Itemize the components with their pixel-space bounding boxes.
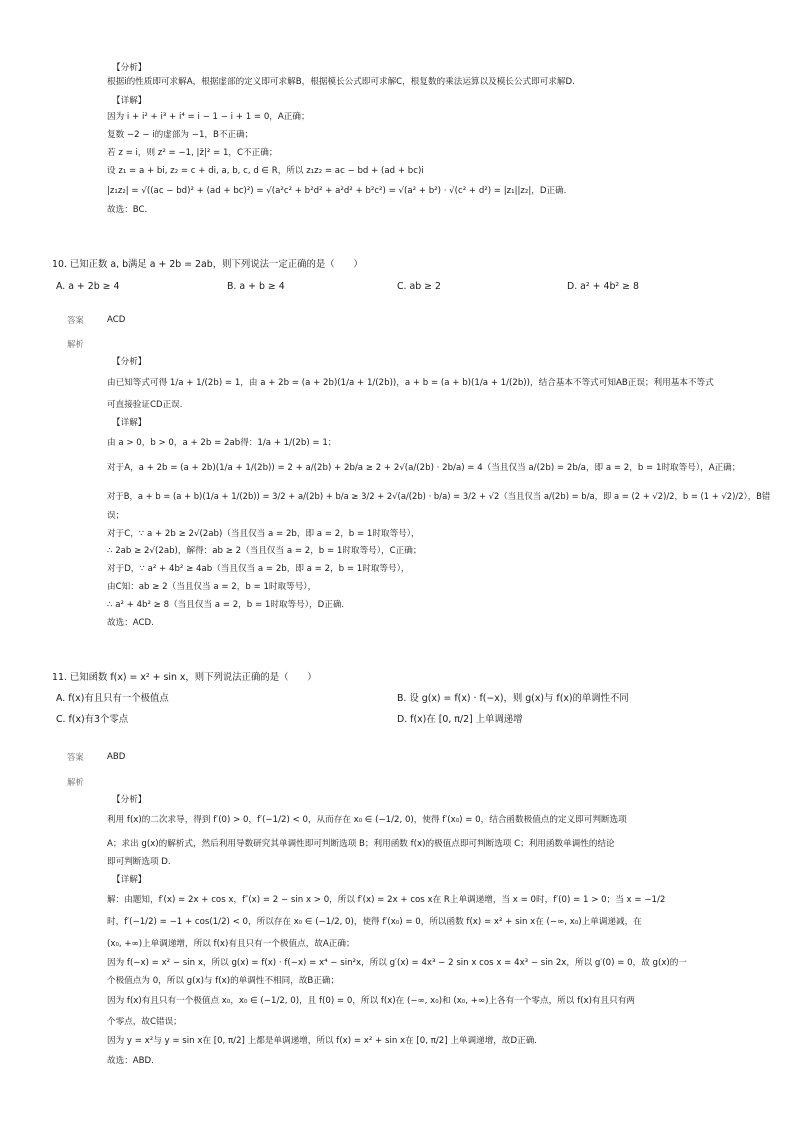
q11-detail-line: 个零点，故C错误； [107, 1017, 182, 1027]
q9-detail-line: 复数 −2 − i的虚部为 −1，B不正确； [107, 130, 254, 140]
q10-option-d: D. a² + 4b² ≥ 8 [567, 281, 639, 292]
q9-analysis-heading: 【分析】 [112, 63, 147, 73]
q11-detail-line: 因为 f(x)有且只有一个极值点 x₀，x₀ ∈ (−1/2, 0)，且 f(0) = 0，所以 f(x)在 (−∞, x₀)和 (x₀, +∞)上各有一个零点，所以 f(x)有且只有两 [107, 996, 635, 1006]
q11-option-c: C. f(x)有3个零点 [56, 714, 129, 725]
q11-detail-line: 因为 f(−x) = x² − sin x，所以 g(x) = f(x) · f(−x) = x⁴ − sin²x，所以 g′(x) = 4x³ − 2 sin x cos x = 4x³ − sin 2x，所以 g′(0) = 0，故 g(x)的一 [107, 958, 687, 968]
q11-detail-line: 解：由题知，f′(x) = 2x + cos x，f″(x) = 2 − sin x > 0，所以 f′(x) = 2x + cos x在 R上单调递增，当 x = 0时，f′(0) = 1 > 0；当 x = −1/2 [107, 895, 666, 905]
q9-detail-line: |z₁z₂| = √((ac − bd)² + (ad + bc)²) = √(a²c² + b²d² + a²d² + b²c²) = √(a² + b²) · √(c² + d²) = |z₁||z₂|，D正确. [107, 186, 567, 196]
q10-analysis-line: 可直接验证CD正误. [107, 400, 183, 410]
q10-explain-label: 解析 [67, 339, 84, 349]
q11-analysis-line: A；求出 g(x)的解析式，然后利用导数研究其单调性即可判断选项 B；利用函数 f(x)的极值点即可判断选项 C；利用函数单调性的结论 [107, 839, 615, 849]
q10-option-a: A. a + 2b ≥ 4 [56, 281, 120, 292]
q9-detail-line: 若 z = i，则 z² = −1, |z̄|² = 1，C不正确； [107, 148, 278, 158]
q10-detail-line: 由 a > 0，b > 0，a + 2b = 2ab得：1/a + 1/(2b) = 1； [107, 438, 337, 448]
q10-answer: ACD [107, 315, 126, 325]
q10-analysis-heading: 【分析】 [112, 357, 147, 367]
q10-detail-line: 对于A，a + 2b = (a + 2b)(1/a + 1/(2b)) = 2 + a/(2b) + 2b/a ≥ 2 + 2√(a/(2b) · 2b/a) = 4（当且仅当 a/(2b) = 2b/a，即 a = 2，b = 1时取等号），A正确； [107, 463, 741, 473]
q9-detail-line: 设 z₁ = a + bi, z₂ = c + di, a, b, c, d ∈ R，所以 z₁z₂ = ac − bd + (ad + bc)i [107, 166, 424, 176]
q11-analysis-heading: 【分析】 [112, 795, 147, 805]
q10-detail-line: 对于C，∵ a + 2b ≥ 2√(2ab)（当且仅当 a = 2b，即 a = 2，b = 1时取等号）， [107, 529, 420, 539]
q10-detail-heading: 【详解】 [112, 418, 147, 428]
q10-conclusion: 故选：ACD. [107, 618, 154, 628]
q11-analysis-line: 利用 f(x)的二次求导，得到 f′(0) > 0，f′(−1/2) < 0，从而存在 x₀ ∈ (−1/2, 0)，使得 f′(x₀) = 0，结合函数极值点的定义即可判断选项 [107, 815, 627, 825]
q9-detail-line: 因为 i + i² + i³ + i⁴ = i − 1 − i + 1 = 0，A正确； [107, 112, 310, 122]
q10-detail-line: ∴ 2ab ≥ 2√(2ab)，解得：ab ≥ 2（当且仅当 a = 2，b = 1时取等号），C正确； [107, 546, 422, 556]
q11-option-a: A. f(x)有且只有一个极值点 [56, 693, 169, 704]
q10-detail-line: 对于D，∵ a² + 4b² ≥ 4ab（当且仅当 a = 2b，即 a = 2，b = 1时取等号）， [107, 564, 410, 574]
q11-detail-line: 时，f′(−1/2) = −1 + cos(1/2) < 0，所以存在 x₀ ∈ (−1/2, 0)，使得 f′(x₀) = 0，所以函数 f(x) = x² + sin x在 (−∞, x₀)上单调递减，在 [107, 917, 642, 927]
q10-option-b: B. a + b ≥ 4 [227, 281, 285, 292]
q11-explain-label: 解析 [67, 777, 84, 787]
q11-detail-line: (x₀, +∞)上单调递增，所以 f(x)有且只有一个极值点，故A正确； [107, 939, 355, 949]
q10-stem: 10. 已知正数 a, b满足 a + 2b = 2ab，则下列说法一定正确的是（ ） [52, 259, 363, 270]
q11-conclusion: 故选：ABD. [107, 1056, 154, 1066]
q10-option-c: C. ab ≥ 2 [397, 281, 441, 292]
q11-analysis-line: 即可判断选项 D. [107, 857, 171, 867]
q11-option-d: D. f(x)在 [0, π/2] 上单调递增 [397, 714, 523, 725]
q11-answer: ABD [107, 752, 126, 762]
q10-analysis-line: 由已知等式可得 1/a + 1/(2b) = 1，由 a + 2b = (a + 2b)(1/a + 1/(2b))，a + b = (a + b)(1/a + 1/(2b))，结合基本不等式可知AB正误；利用基本不等式 [107, 378, 714, 388]
q10-answer-label: 答案 [67, 315, 84, 325]
q11-detail-line: 因为 y = x²与 y = sin x在 [0, π/2] 上都是单调递增，所以 f(x) = x² + sin x在 [0, π/2] 上单调递增，故D正确. [107, 1036, 538, 1046]
q11-option-b: B. 设 g(x) = f(x) · f(−x)，则 g(x)与 f(x)的单调性不同 [397, 693, 629, 704]
q11-detail-line: 个极值点为 0，所以 g(x)与 f(x)的单调性不相同，故B正确； [107, 976, 340, 986]
q10-detail-line: 误； [107, 511, 125, 521]
q9-detail-heading: 【详解】 [112, 96, 147, 106]
q9-conclusion: 故选：BC. [107, 205, 148, 215]
q11-detail-heading: 【详解】 [112, 875, 147, 885]
q10-detail-line: 由C知：ab ≥ 2（当且仅当 a = 2，b = 1时取等号）， [107, 582, 317, 592]
q11-answer-label: 答案 [67, 752, 84, 762]
q11-stem: 11. 已知函数 f(x) = x² + sin x，则下列说法正确的是（ ） [52, 672, 317, 683]
q9-analysis-text: 根据i的性质即可求解A，根据虚部的定义即可求解B，根据模长公式即可求解C，根复数的乘法运算以及模长公式即可求解D. [107, 77, 575, 87]
q10-detail-line: 对于B，a + b = (a + b)(1/a + 1/(2b)) = 3/2 + a/(2b) + b/a ≥ 3/2 + 2√(a/(2b) · b/a) = 3/2 + √2（当且仅当 a/(2b) = b/a，即 a = (2 + √2)/2，b = (1 + √2)/2），B错 [107, 491, 771, 501]
q10-detail-line: ∴ a² + 4b² ≥ 8（当且仅当 a = 2，b = 1时取等号），D正确. [107, 600, 345, 610]
